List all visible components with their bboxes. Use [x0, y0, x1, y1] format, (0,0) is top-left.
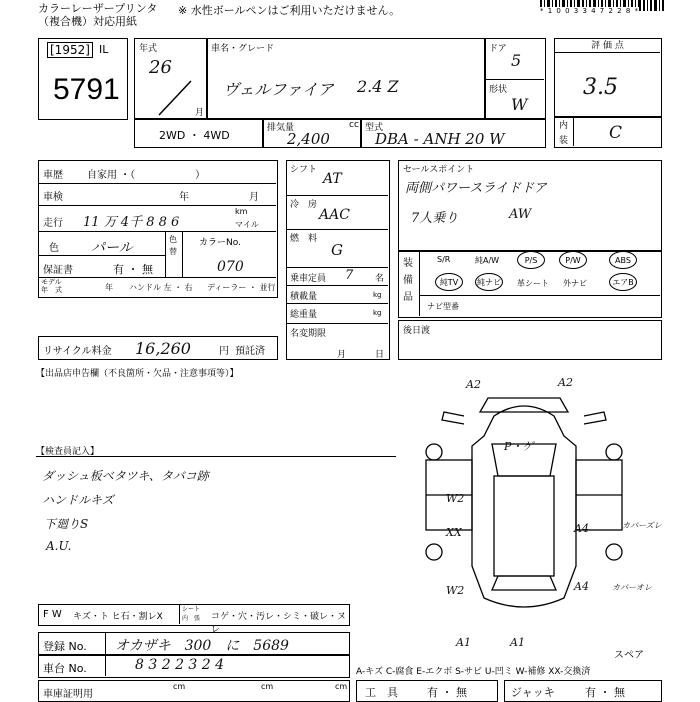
seat-label: シート 内 張: [182, 606, 201, 622]
inspector-notes-label: 【検査員記入】: [36, 447, 100, 457]
chassis-value: 8 3 2 2 3 2 4: [135, 657, 225, 673]
sales-points-line2: 7人乗り: [411, 211, 459, 226]
interior-value: C: [609, 123, 623, 143]
fuel-value: G: [331, 241, 343, 259]
year-box: [134, 38, 208, 120]
tools-value: 有 ・ 無: [427, 686, 467, 699]
model-year-dealer: ディーラー ・ 並行: [207, 283, 276, 292]
header-notice: ※ 水性ボールペンはご利用いただけません。: [178, 4, 401, 17]
inspector-note-3: 下廻りS: [44, 517, 89, 531]
recycle-status: 預託済: [235, 346, 265, 357]
sales-points-box: [398, 160, 662, 252]
equip-sr: S/R: [437, 255, 451, 264]
color-label: 色: [49, 243, 59, 254]
lot-year-box: [1952]: [47, 42, 93, 58]
score-box: [554, 38, 662, 118]
tools-label: 工 具: [365, 686, 398, 699]
displacement-unit: cc: [349, 120, 359, 130]
interior-box: [554, 116, 662, 148]
drive-label: 2WD ・ 4WD: [159, 129, 230, 142]
jack-box: [504, 680, 662, 702]
displacement-label: 排気量: [267, 123, 295, 133]
year-value: 26: [149, 57, 172, 78]
fw-box: [38, 604, 350, 635]
reg-period-label: 名変期限: [290, 329, 327, 339]
jack-value: 有 ・ 無: [585, 686, 625, 699]
registration-box: [38, 632, 350, 656]
spec-column: [286, 160, 390, 360]
diag-label-a2-left: A2: [466, 378, 481, 391]
cert-cm1: cm: [173, 682, 186, 691]
rear-label: 後日渡: [403, 326, 431, 336]
load-label: 積載量: [290, 292, 318, 302]
registration-label: 登録 No.: [43, 640, 87, 653]
mileage-unit-km: km: [235, 207, 248, 216]
tools-box: [356, 680, 498, 702]
mileage-unit-mile: マイル: [235, 220, 259, 229]
jack-label: ジャッキ: [511, 686, 555, 699]
capacity-value: 7: [345, 268, 354, 283]
inspection-label: 車検: [43, 192, 63, 203]
equip-leather: 革シート: [517, 279, 549, 288]
lot-marker: IL: [99, 43, 109, 56]
diag-label-a4-bottom: A4: [574, 580, 589, 593]
score-value: 3.5: [583, 75, 618, 100]
diag-label-a2-right: A2: [558, 376, 573, 389]
color-repaint: 色 替: [169, 235, 177, 256]
diag-note-2: カバーオレ: [612, 583, 652, 592]
reg-period-month: 月: [337, 350, 347, 360]
interior-label-bottom: 装: [559, 136, 569, 146]
reg-period-day: 日: [375, 350, 385, 360]
exhibitor-notes-label: 【出品店申告欄（不良箇所・欠品・注意事項等）】: [36, 369, 239, 379]
equip-tv: 純TV: [435, 273, 463, 291]
header-line2: （複合機）対応用紙: [38, 15, 137, 28]
color-no-value: 070: [217, 259, 244, 275]
model-year-handle: ハンドル 左 ・ 右: [129, 283, 193, 292]
score-label: 評 価 点: [555, 39, 660, 53]
recycle-unit: 円: [219, 346, 229, 357]
sales-points-line1: 両側パワースライドドア: [405, 181, 547, 196]
diag-label-a1-right: A1: [510, 636, 525, 649]
registration-value: オカザキ 300 に 5689: [115, 638, 289, 654]
drive-box: [134, 118, 264, 148]
chassis-box: [38, 654, 350, 678]
lot-number: 5791: [53, 73, 120, 106]
car-diagram: [404, 376, 664, 634]
diag-note-1: カバーズレ: [622, 521, 662, 530]
diag-label-a1-left: A1: [456, 636, 471, 649]
inspection-year: 年: [179, 192, 189, 203]
recycle-box: [38, 336, 278, 360]
warranty-label: 保証書: [43, 265, 73, 276]
equip-airbag: エアB: [609, 273, 637, 291]
shift-label: シフト: [290, 165, 318, 175]
barcode-text: * 1 0 0 3 3 4 7 2 2 8 *: [540, 7, 640, 15]
shape-label: 形状: [489, 85, 508, 95]
aircon-label: 冷 房: [290, 200, 318, 210]
diag-label-w2-top: W2: [446, 492, 465, 505]
equip-aw: 純A/W: [475, 256, 500, 265]
sales-points-line3: AW: [509, 207, 532, 222]
color-no-label: カラーNo.: [199, 238, 241, 248]
header-line1: カラーレーザープリンタ: [38, 2, 158, 15]
info-table: [38, 160, 278, 298]
equipment-label: 装 備 品: [403, 258, 413, 303]
type-value: DBA - ANH 20 W: [375, 130, 505, 148]
load-unit: kg: [373, 291, 382, 299]
rear-box: [398, 320, 662, 360]
door-value: 5: [511, 51, 522, 70]
cert-box: [38, 680, 350, 702]
diag-label-a4-top: A4: [574, 522, 589, 535]
name-grade: 2.4 Z: [357, 77, 399, 96]
model-year-year: 年: [105, 283, 113, 292]
name-box: [206, 38, 486, 120]
inspection-month: 月: [249, 192, 259, 203]
displacement-value: 2,400: [287, 130, 330, 148]
fw-items: キズ・ト ヒ石・割レX: [73, 612, 163, 622]
name-label: 車名・グレード: [211, 44, 275, 54]
equipment-box: [398, 250, 662, 318]
diag-label-pg: P・ゲ: [504, 440, 534, 453]
shape-value: W: [511, 95, 528, 114]
type-box: [360, 118, 546, 148]
cert-label: 車庫証明用: [43, 689, 93, 700]
recycle-value: 16,260: [135, 339, 191, 358]
color-value: パール: [91, 240, 133, 256]
name-model: ヴェルファイア: [223, 80, 334, 99]
year-month-label: 月: [195, 108, 205, 118]
aircon-value: AAC: [319, 207, 350, 223]
equip-ps: P/S: [517, 251, 545, 269]
recycle-label: リサイクル料金: [43, 346, 112, 357]
capacity-unit: 名: [375, 274, 385, 284]
inspector-notes-area: [36, 456, 396, 596]
chassis-label: 車台 No.: [43, 662, 87, 675]
sales-points-label: セールスポイント: [403, 165, 475, 175]
interior-label-top: 内: [559, 121, 569, 131]
shift-value: AT: [323, 171, 342, 187]
equip-pw: P/W: [559, 251, 587, 269]
mileage-label: 走行: [43, 218, 63, 229]
mileage-value: 11 万 4千 8 8 6: [83, 215, 180, 230]
inspector-note-4: A.U.: [46, 539, 72, 553]
cert-cm2: cm: [261, 682, 274, 691]
inspector-note-1: ダッシュ板ベタツキ、タバコ跡: [42, 469, 209, 483]
displacement-box: [262, 118, 362, 148]
year-slash: [155, 79, 195, 119]
equip-ext-navi: 外ナビ: [563, 279, 587, 288]
history-value: 自家用 ・（ ）: [87, 170, 206, 181]
door-label: ドア: [489, 44, 507, 54]
fuel-label: 燃 料: [290, 234, 318, 244]
diag-label-w2-bottom: W2: [446, 584, 465, 597]
seat-items: コゲ・穴・汚レ・シミ・破レ・ヌレ: [211, 612, 347, 635]
history-label: 車歴: [43, 170, 63, 181]
diag-legend: A-キズ C-腐食 E-エクボ S-サビ U-凹ミ W-補修 XX-交換済: [356, 667, 591, 677]
model-year-label: モデル 年 式: [41, 278, 62, 294]
diag-spare: スペア: [614, 650, 644, 661]
warranty-value: 有 ・ 無: [113, 263, 153, 276]
year-label: 年式: [139, 44, 158, 54]
equip-navi-model: ナビ型番: [427, 302, 459, 311]
cert-cm3: cm: [335, 682, 348, 691]
gross-label: 総重量: [290, 310, 318, 320]
gross-unit: kg: [373, 309, 382, 317]
fw-label: F W: [43, 609, 62, 620]
inspector-note-2: ハンドルキズ: [42, 493, 114, 507]
equip-abs: ABS: [609, 251, 637, 269]
lot-box: [38, 38, 128, 120]
equip-navi: 純ナビ: [475, 273, 503, 291]
door-shape-box: [484, 38, 546, 120]
type-label: 型式: [365, 123, 384, 133]
diag-label-xx: XX: [446, 526, 462, 539]
capacity-label: 乗車定員: [290, 274, 327, 284]
